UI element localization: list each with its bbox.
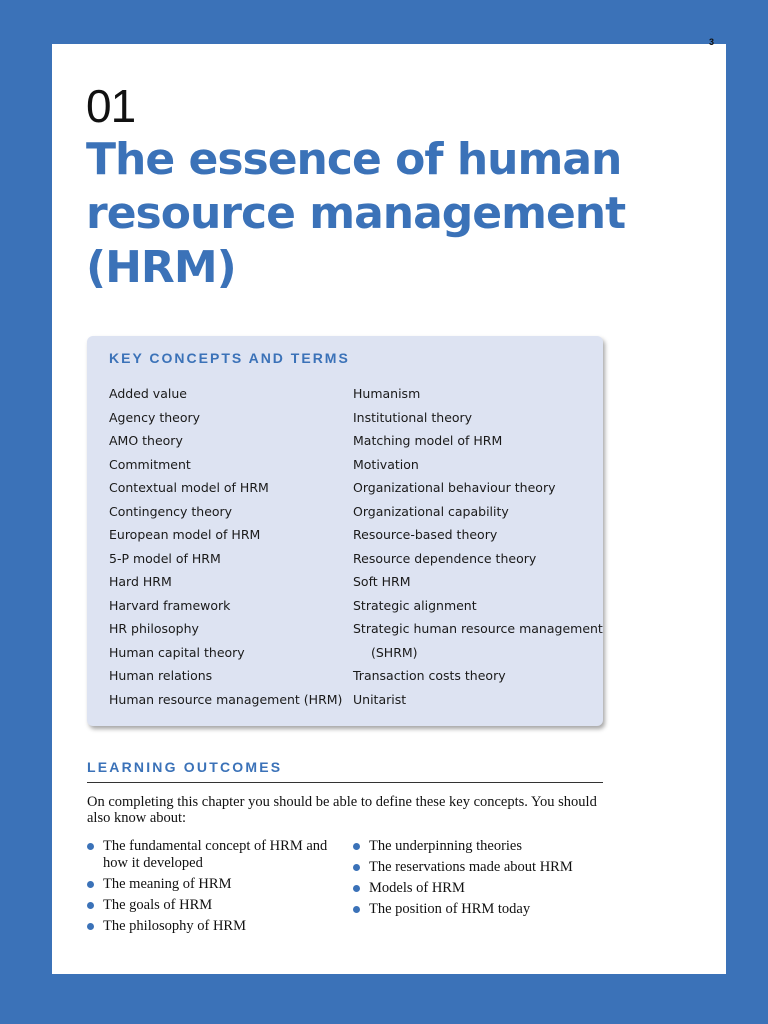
learning-outcomes-intro: On completing this chapter you should be able to define these key concepts. You should also know about: [87,794,597,826]
learning-outcome-item [87,918,337,935]
learning-outcome-item [353,901,603,918]
learning-outcome-text: The reservations made about HRM [369,859,573,875]
bullet-icon [87,881,94,888]
key-concept-item-continuation: (SHRM) [371,644,418,660]
learning-outcome-item [87,838,337,871]
key-concept-item: Agency theory [109,409,201,425]
learning-outcome-item [87,876,337,893]
learning-outcome-text: The fundamental concept of HRM and how it developed [103,838,328,871]
key-concept-item: Hard HRM [109,574,172,589]
key-concept-item: Harvard framework [109,597,231,613]
bullet-icon [353,906,360,913]
key-concept-item: Resource dependence theory [353,550,537,566]
key-concepts-right-column [353,382,603,711]
bullet-icon [353,843,360,850]
key-concept-item: Added value [109,386,187,401]
learning-outcome-text: The position of HRM today [369,901,531,917]
learning-outcome-item [353,880,603,897]
key-concept-item: Commitment [109,456,191,472]
bullet-icon [87,902,94,909]
learning-outcomes-right-column [353,838,603,922]
key-concepts-left-column [109,382,342,711]
bullet-icon [353,885,360,892]
learning-outcomes-left-column [87,838,337,939]
key-concept-item: Contextual model of HRM [109,480,269,495]
bullet-icon [87,843,94,850]
learning-outcome-text: The philosophy of HRM [103,917,246,934]
learning-outcome-text: The underpinning theories [369,838,523,854]
heading-divider [87,782,603,783]
bullet-icon [87,923,94,930]
learning-outcome-item [353,859,603,876]
key-concept-item: Human resource management (HRM) [109,691,343,707]
key-concept-item: 5-P model of HRM [109,550,221,566]
key-concept-item: Transaction costs theory [353,668,506,683]
key-concept-item: Motivation [353,456,419,472]
key-concept-item: Strategic alignment [353,597,477,613]
page-number: 3 [708,37,714,47]
learning-outcome-item [353,838,603,855]
key-concept-item: Matching model of HRM [353,433,503,448]
key-concept-item: Organizational capability [353,503,509,519]
key-concept-item: HR philosophy [109,621,199,636]
chapter-number: 01 [86,80,136,132]
key-concept-item: Organizational behaviour theory [353,480,556,495]
learning-outcome-text: Models of HRM [369,880,465,896]
key-concept-item: Strategic human resource management [353,621,603,636]
learning-outcomes-heading: LEARNING OUTCOMES [87,759,283,775]
key-concept-item: Resource-based theory [353,527,498,542]
bullet-icon [353,864,360,871]
book-page [52,37,726,974]
key-concept-item: Unitarist [353,691,407,707]
chapter-title: The essence of human resource management (HRM) [86,134,626,293]
key-concept-item: AMO theory [109,433,183,448]
key-concept-item: Humanism [353,386,421,401]
key-concept-item: Contingency theory [109,503,233,519]
key-concept-item: Human relations [109,668,213,683]
learning-outcome-text: The goals of HRM [103,896,213,913]
key-concept-item: Human capital theory [109,644,245,660]
learning-outcome-text: The meaning of HRM [103,875,232,892]
learning-outcome-item [87,897,337,914]
key-concept-item: Institutional theory [353,409,473,425]
key-concepts-heading: KEY CONCEPTS AND TERMS [109,350,350,366]
key-concept-item: Soft HRM [353,574,411,589]
key-concept-item: European model of HRM [109,527,261,542]
key-concepts-box [87,336,603,726]
